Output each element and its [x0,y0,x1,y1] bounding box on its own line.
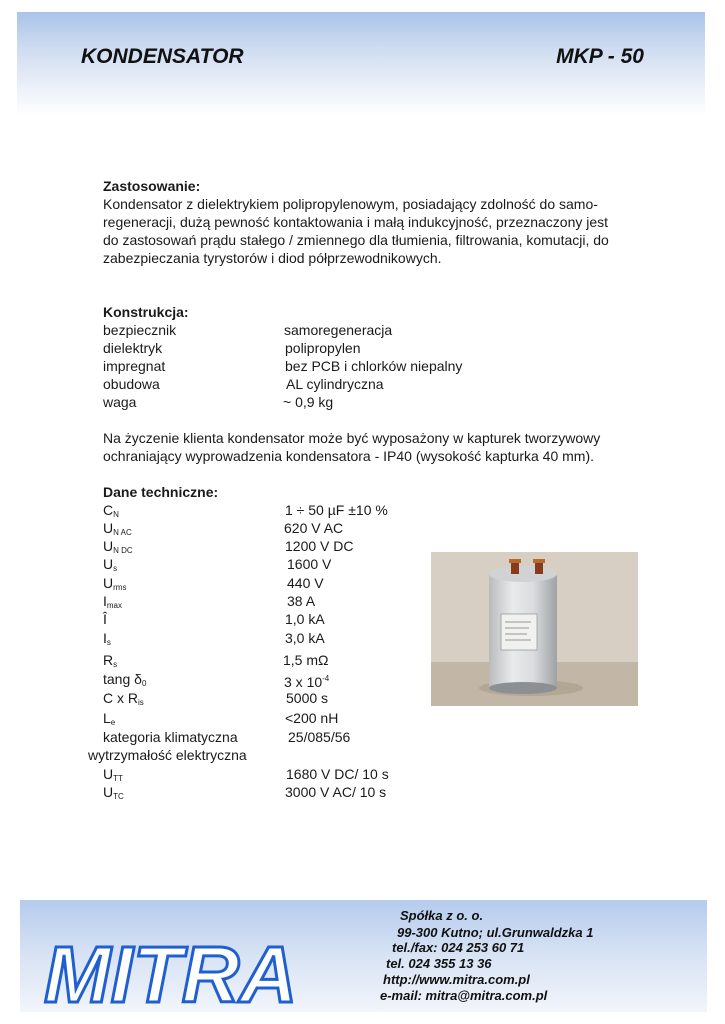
application-text [103,195,643,267]
technical-row [103,519,483,537]
page-title: KONDENSATOR [81,45,244,68]
construction-value: bez PCB i chlorków niepalny [285,358,463,374]
technical-row [103,689,483,707]
company-address: 99-300 Kutno; ul.Grunwaldzka 1 [397,925,594,940]
technical-row [103,728,483,746]
construction-row [103,375,483,393]
construction-value: ~ 0,9 kg [283,394,334,410]
param-value: 1,5 mΩ [283,652,329,668]
param-symbol: I [103,593,107,609]
construction-value: AL cylindryczna [286,376,384,392]
construction-row [103,321,483,339]
construction-label: bezpiecznik [103,322,177,338]
technical-row [103,651,483,669]
param-symbol: U [103,538,114,554]
note-line: ochraniający wyprowadzenia kondensatora - IP40 (wysokość kapturka 40 mm). [103,448,595,464]
construction-value: samoregeneracja [284,322,393,338]
technical-row [103,765,483,783]
param-symbol: I [103,630,107,646]
technical-row [103,592,483,610]
company-name: Spółka z o. o. [400,908,484,923]
param-symbol: U [103,575,114,591]
param-subscript: N [113,510,119,519]
param-value: 1 ÷ 50 µF ±10 % [285,502,388,518]
param-symbol: U [103,784,114,800]
param-symbol: U [103,766,114,782]
company-telfax: tel./fax: 024 253 60 71 [392,940,525,955]
technical-row [103,574,483,592]
param-value: 5000 s [286,690,329,706]
technical-row [103,629,483,647]
param-subscript: 0 [141,679,147,688]
company-tel: tel. 024 355 13 36 [386,956,492,971]
technical-row [103,783,483,801]
param-value: 25/085/56 [288,729,351,745]
construction-row [103,339,483,357]
param-subscript: N AC [113,528,132,537]
param-symbol: L [103,710,111,726]
param-subscript: s [113,564,118,573]
param-subscript: s [106,638,111,647]
application-heading: Zastosowanie: [103,178,201,194]
company-website[interactable]: http://www.mitra.com.pl [383,972,530,987]
mitra-logo [30,912,330,1012]
param-subscript: s [113,660,118,669]
application-line: Kondensator z dielektrykiem polipropylenowym, posiadający zdolność do samo- [103,196,598,212]
param-value: 620 V AC [284,520,344,536]
param-value: 3,0 kA [285,630,325,646]
param-subscript: max [106,601,123,610]
param-symbol: kategoria klimatyczna [103,729,238,745]
logo-text: MITRA [44,930,298,1012]
param-symbol: U [103,520,114,536]
param-value: 3000 V AC/ 10 s [285,784,387,800]
construction-row [103,357,483,375]
technical-row [103,670,483,688]
technical-row [103,537,483,555]
param-subscript: N DC [113,546,133,555]
application-line: zabezpieczania tyrystorów i diod półprzewodnikowych. [103,250,442,266]
note-line: Na życzenie klienta kondensator może być wyposażony w kapturek tworzywowy [103,430,601,446]
param-value: 440 V [287,575,324,591]
note-text [103,429,643,465]
capacitor-photo [431,552,638,706]
company-email[interactable]: e-mail: mitra@mitra.com.pl [380,988,548,1003]
construction-label: waga [103,394,137,410]
technical-row [88,746,483,764]
param-exponent: -4 [322,674,330,683]
construction-label: obudowa [103,376,160,392]
param-subscript: TT [113,774,123,783]
param-symbol: tang δ [103,671,142,687]
param-symbol: Î [103,611,107,627]
construction-heading: Konstrukcja: [103,304,189,320]
param-subscript: rms [113,583,127,592]
param-symbol: U [103,556,114,572]
construction-value: polipropylen [285,340,361,356]
capacitor-image [431,552,638,706]
construction-label: dielektryk [103,340,163,356]
technical-row [103,610,483,628]
param-symbol: C [103,502,114,518]
param-subscript: e [110,718,116,727]
param-value: 38 A [287,593,316,609]
technical-row [103,501,483,519]
construction-row [103,393,483,411]
application-line: regeneracji, dużą pewność kontaktowania i małą indukcyjność, przeznaczony jest [103,214,609,230]
technical-row [103,555,483,573]
param-subscript: TC [113,792,124,801]
param-symbol: C x R [103,690,138,706]
param-value: 1680 V DC/ 10 s [286,766,389,782]
param-subscript: is [138,698,144,707]
param-value: <200 nH [285,710,339,726]
param-value: 1600 V [287,556,332,572]
param-value: 1200 V DC [285,538,354,554]
param-value: 3 x 10 [284,674,323,690]
param-symbol: R [103,652,114,668]
application-line: do zastosowań prądu stałego / zmiennego dla tłumienia, filtrowania, komutacji, do [103,232,609,248]
technical-row [103,709,483,727]
construction-label: impregnat [103,358,166,374]
model-title: MKP - 50 [556,45,644,68]
technical-heading: Dane techniczne: [103,484,219,500]
param-symbol: wytrzymałość elektryczna [88,747,247,763]
param-value: 1,0 kA [285,611,325,627]
